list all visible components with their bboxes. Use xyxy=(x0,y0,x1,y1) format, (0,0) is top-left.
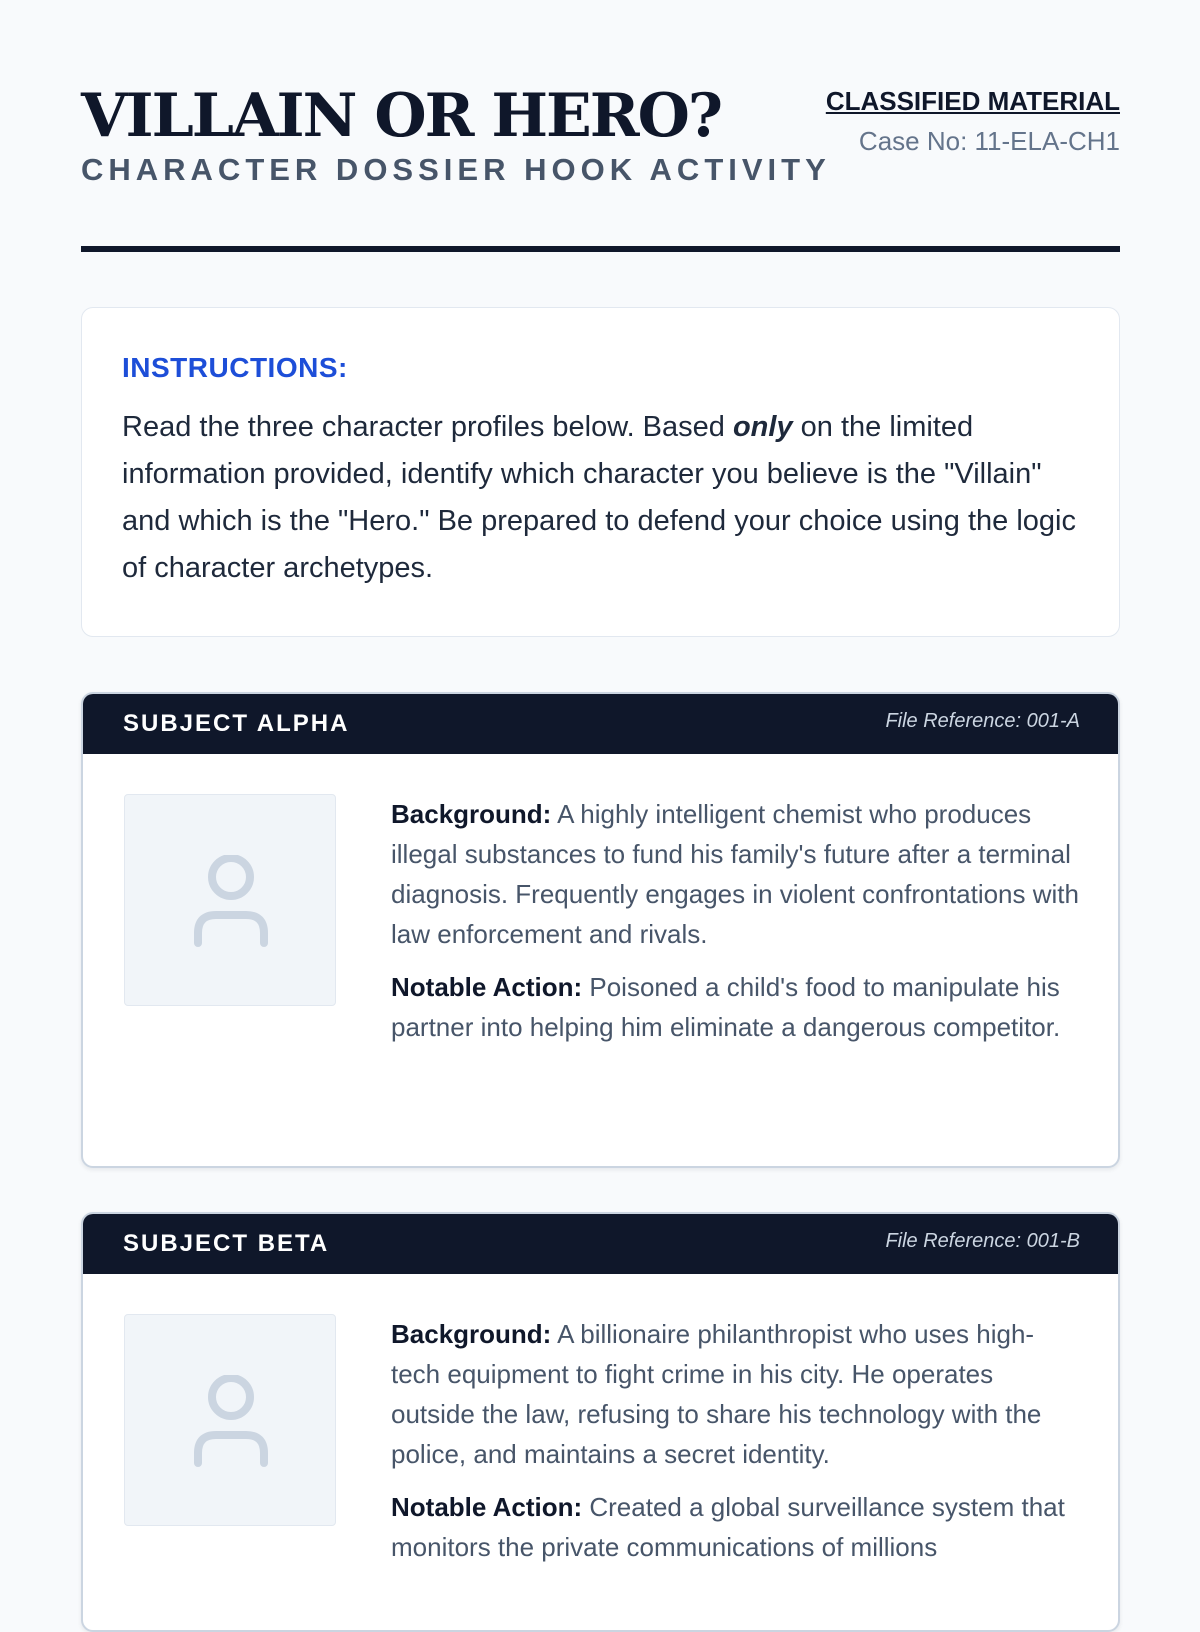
instructions-text-start: Read the three character profiles below. Based xyxy=(122,411,733,443)
subject-background xyxy=(391,794,1081,954)
background-text: A highly intelligent chemist who produces illegal substances to fund his family's future after a terminal diagnosis. Frequently engages in violent confrontations with law enforcement and rivals. xyxy=(391,799,1079,949)
background-text: A billionaire philanthropist who uses high-tech equipment to fight crime in his city. He operates outside the law, refusing to share his technology with the police, and maintains a secret identity. xyxy=(391,1319,1042,1469)
page-subtitle: CHARACTER DOSSIER HOOK ACTIVITY xyxy=(81,152,831,187)
notable-action-label: Notable Action: xyxy=(391,1492,583,1522)
notable-action-text: Created a global surveillance system that monitors the private communications of millions xyxy=(391,1492,1065,1562)
subject-card-header xyxy=(83,694,1118,754)
background-label: Background: xyxy=(391,799,552,829)
subject-details xyxy=(391,794,1081,1060)
subject-notable-action xyxy=(391,967,1081,1047)
file-reference: File Reference: 001-A xyxy=(885,710,1080,732)
instructions-title: INSTRUCTIONS: xyxy=(122,352,348,383)
subject-name: SUBJECT BETA xyxy=(123,1230,330,1257)
user-silhouette-icon xyxy=(193,855,269,947)
background-label: Background: xyxy=(391,1319,552,1349)
subject-name: SUBJECT ALPHA xyxy=(123,710,350,737)
subject-card-beta xyxy=(81,1212,1120,1632)
page-title: VILLAIN OR HERO? xyxy=(81,81,722,151)
instructions-box xyxy=(81,307,1120,637)
user-silhouette-icon xyxy=(193,1375,269,1467)
subject-photo-placeholder xyxy=(124,1314,336,1526)
notable-action-text: Poisoned a child's food to manipulate his partner into helping him eliminate a dangerous competitor. xyxy=(391,972,1061,1042)
subject-card-alpha xyxy=(81,692,1120,1168)
notable-action-label: Notable Action: xyxy=(391,972,583,1002)
header-divider xyxy=(81,246,1120,252)
instructions-text xyxy=(122,404,1079,592)
subject-photo-placeholder xyxy=(124,794,336,1006)
subject-details xyxy=(391,1314,1081,1580)
classified-label: CLASSIFIED MATERIAL xyxy=(825,86,1120,116)
case-number: Case No: 11-ELA-CH1 xyxy=(858,126,1120,156)
subject-background xyxy=(391,1314,1081,1474)
subject-notable-action xyxy=(391,1487,1081,1567)
file-reference: File Reference: 001-B xyxy=(885,1230,1080,1252)
page-header xyxy=(81,81,1120,254)
instructions-text-end: on the limited information provided, identify which character you believe is the "Villain" and which is the "Hero." Be prepared to defend your choice using the logic of character archetypes. xyxy=(122,411,1076,584)
subject-card-header xyxy=(83,1214,1118,1274)
instructions-emphasis: only xyxy=(732,411,793,443)
